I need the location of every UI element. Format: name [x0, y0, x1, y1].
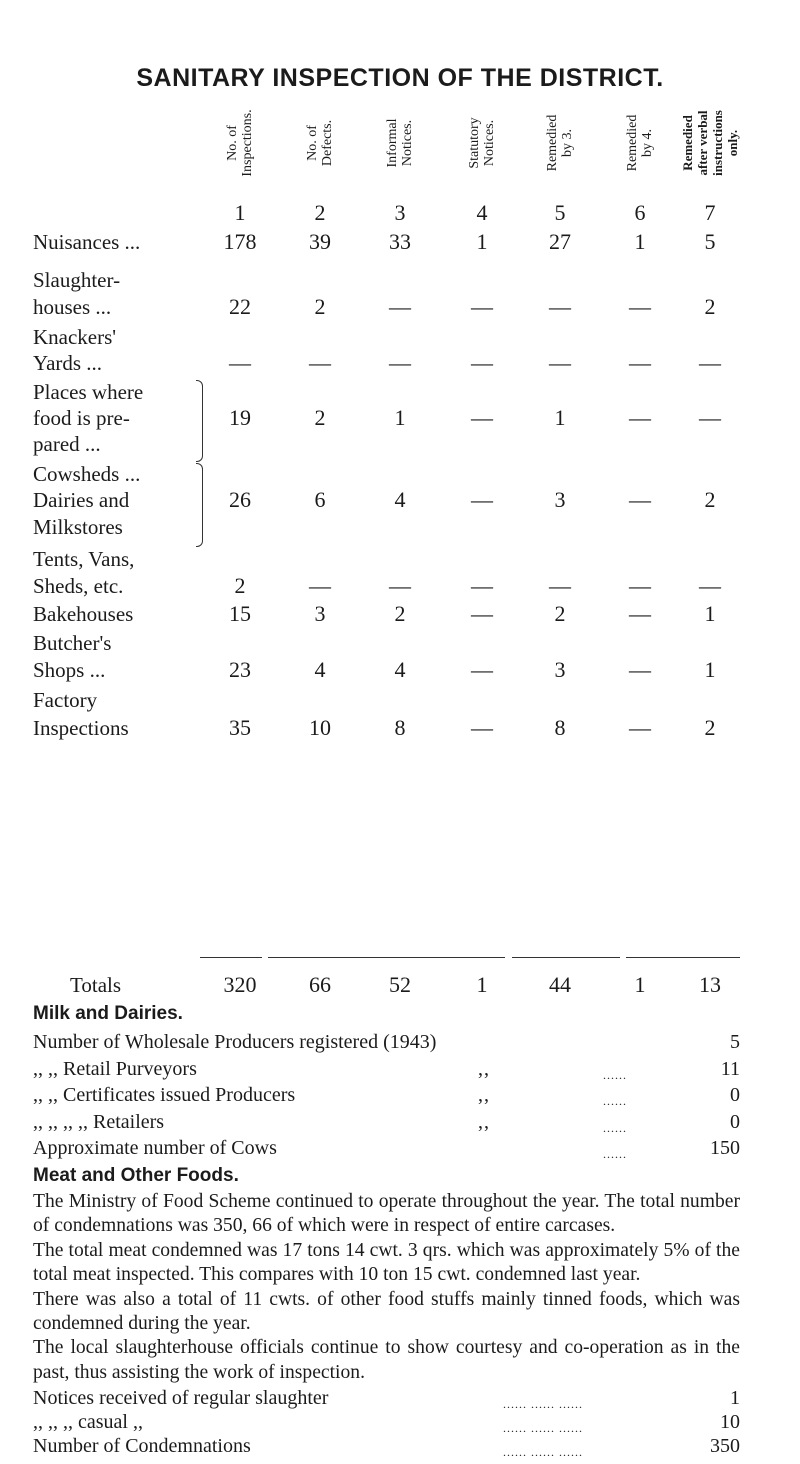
table-cell: —	[389, 294, 411, 319]
table-cell: 10	[309, 715, 331, 740]
table-cell: —	[699, 405, 721, 430]
meat-line-text: Notices received of regular slaughter	[33, 1387, 329, 1409]
row-label: Yards ...	[33, 351, 103, 375]
row-label: houses ...	[33, 295, 112, 319]
column-header-label: Statutory Notices.	[467, 117, 497, 169]
leader-dots: ...... ...... ......	[503, 1397, 583, 1411]
table-cell: 6	[314, 487, 326, 512]
section-heading: Milk and Dairies.	[33, 1003, 183, 1024]
paragraph: The Ministry of Food Scheme continued to operate throughout the year. The total number of condemnations was 350, 66 of which were in respect of entire carcases.	[33, 1191, 740, 1237]
milk-line-value: 11	[720, 1058, 740, 1080]
table-cell: 1	[476, 229, 488, 254]
table-cell: 2	[234, 573, 246, 598]
column-header-label: Remedied by 4.	[625, 114, 655, 172]
table-cell: —	[229, 350, 251, 375]
totals-cell: 52	[389, 972, 411, 997]
table-cell: —	[471, 601, 493, 626]
leader-dots: ...... ...... ......	[503, 1421, 583, 1435]
table-cell: —	[629, 487, 651, 512]
table-cell: 33	[389, 229, 411, 254]
leader-dots: ......	[603, 1094, 627, 1108]
table-cell: —	[629, 601, 651, 626]
table-cell: —	[309, 573, 331, 598]
row-label: Dairies and	[33, 488, 130, 512]
table-cell: —	[699, 350, 721, 375]
table-cell: 3	[554, 657, 566, 682]
table-cell: 2	[554, 601, 566, 626]
column-number: 6	[634, 200, 646, 225]
row-brace	[196, 463, 203, 547]
milk-line	[33, 1136, 740, 1160]
table-cell: —	[549, 294, 571, 319]
column-number: 3	[394, 200, 406, 225]
meat-line	[33, 1386, 740, 1410]
table-cell: 8	[394, 715, 406, 740]
table-cell: 2	[704, 294, 716, 319]
table-cell: 1	[394, 405, 406, 430]
table-cell: 39	[309, 229, 331, 254]
column-header	[295, 92, 345, 194]
meat-line-value: 1	[730, 1387, 740, 1409]
totals-label: Totals	[70, 973, 122, 997]
row-label: Nuisances ...	[33, 230, 141, 254]
milk-line	[33, 1030, 740, 1054]
column-number: 4	[476, 200, 488, 225]
table-cell: —	[549, 350, 571, 375]
column-header	[680, 92, 740, 194]
table-cell: 1	[554, 405, 566, 430]
table-cell: 2	[394, 601, 406, 626]
milk-line	[33, 1083, 740, 1107]
column-number: 2	[314, 200, 326, 225]
column-header-label: Informal Notices.	[385, 118, 415, 168]
table-cell: —	[471, 657, 493, 682]
leader-dots: ......	[603, 1121, 627, 1135]
table-cell: 3	[314, 601, 326, 626]
column-number: 7	[704, 200, 716, 225]
table-cell: 4	[394, 487, 406, 512]
column-header-label: Remedied by 3.	[545, 114, 575, 172]
table-cell: 27	[549, 229, 571, 254]
table-cell: 4	[394, 657, 406, 682]
page-title: SANITARY INSPECTION OF THE DISTRICT.	[136, 64, 664, 92]
totals-rule	[200, 957, 262, 958]
table-cell: —	[389, 573, 411, 598]
table-cell: 1	[634, 229, 646, 254]
table-cell: —	[471, 715, 493, 740]
table-cell: —	[629, 715, 651, 740]
row-label: Bakehouses	[33, 602, 134, 626]
leader-dots: ...... ...... ......	[503, 1445, 583, 1459]
ditto-mark: ,,	[478, 1058, 490, 1080]
row-label: Cowsheds ...	[33, 462, 141, 486]
milk-line-text: ,, ,, Retail Purveyors	[33, 1058, 197, 1080]
totals-rule	[512, 957, 620, 958]
ditto-mark: ,,	[478, 1084, 490, 1106]
column-header	[457, 92, 507, 194]
paragraph: There was also a total of 11 cwts. of other food stuffs mainly tinned foods, which was condemned during the year.	[33, 1288, 740, 1335]
milk-line-value: 0	[730, 1084, 740, 1106]
milk-line	[33, 1110, 740, 1134]
table-cell: —	[309, 350, 331, 375]
row-label: Milkstores	[33, 515, 123, 539]
table-cell: 2	[314, 405, 326, 430]
totals-rule	[268, 957, 505, 958]
table-cell: —	[629, 657, 651, 682]
table-cell: —	[389, 350, 411, 375]
meat-line-text: Number of Condemnations	[33, 1435, 251, 1457]
totals-cell: 1	[476, 972, 488, 997]
totals-cell: 66	[309, 972, 331, 997]
milk-line-value: 0	[730, 1111, 740, 1133]
totals-rule	[626, 957, 740, 958]
table-cell: —	[629, 573, 651, 598]
meat-line-value: 350	[710, 1435, 740, 1457]
table-cell: —	[471, 487, 493, 512]
table-cell: 8	[554, 715, 566, 740]
table-cell: 2	[704, 487, 716, 512]
leader-dots: ......	[603, 1068, 627, 1082]
column-header	[215, 92, 265, 194]
column-header-label: Remedied after verbal instructions only.	[680, 110, 740, 176]
column-header	[375, 92, 425, 194]
column-header-label: No. of Inspections.	[225, 109, 255, 177]
table-cell: 5	[704, 229, 716, 254]
table-cell: —	[471, 573, 493, 598]
milk-line-text: Approximate number of Cows	[33, 1137, 277, 1159]
column-header	[615, 92, 665, 194]
table-cell: —	[629, 405, 651, 430]
table-cell: —	[471, 294, 493, 319]
milk-line	[33, 1057, 740, 1081]
table-cell: 15	[229, 601, 251, 626]
row-label: pared ...	[33, 432, 101, 456]
milk-line-value: 5	[730, 1031, 740, 1053]
row-label: Knackers'	[33, 325, 117, 349]
leader-dots: ......	[603, 1147, 627, 1161]
table-cell: 22	[229, 294, 251, 319]
table-cell: —	[471, 350, 493, 375]
table-cell: 35	[229, 715, 251, 740]
meat-line-value: 10	[720, 1411, 740, 1433]
table-cell: 4	[314, 657, 326, 682]
paragraph: The total meat condemned was 17 tons 14 cwt. 3 qrs. which was approximately 5% of the total meat inspected. This compares with 10 ton 15 cwt. condemned last year.	[33, 1239, 740, 1286]
meat-line-text: ,, ,, ,, casual ,,	[33, 1411, 143, 1433]
paragraph: The local slaughterhouse officials continue to show courtesy and co-operation as in the past, thus assisting the work of inspection.	[33, 1337, 740, 1383]
totals-cell: 44	[549, 972, 571, 997]
table-cell: 3	[554, 487, 566, 512]
row-label: Shops ...	[33, 658, 106, 682]
row-brace	[196, 380, 203, 462]
table-cell: —	[699, 573, 721, 598]
column-header	[535, 92, 585, 194]
row-label: food is pre-	[33, 406, 130, 430]
meat-line	[33, 1434, 740, 1458]
row-label: Tents, Vans,	[33, 547, 135, 571]
milk-line-text: ,, ,, ,, ,, Retailers	[33, 1111, 165, 1133]
table-cell: 178	[223, 229, 257, 254]
table-cell: —	[549, 573, 571, 598]
totals-cell: 320	[223, 972, 257, 997]
row-label: Butcher's	[33, 631, 112, 655]
table-cell: —	[629, 294, 651, 319]
row-label: Places where	[33, 380, 144, 404]
section-heading: Meat and Other Foods.	[33, 1165, 239, 1186]
table-cell: 19	[229, 405, 251, 430]
table-cell: —	[629, 350, 651, 375]
column-header-label: No. of Defects.	[305, 119, 335, 167]
column-number: 1	[234, 200, 246, 225]
row-label: Factory	[33, 688, 98, 712]
row-label: Sheds, etc.	[33, 574, 124, 598]
ditto-mark: ,,	[478, 1111, 490, 1133]
row-label: Slaughter-	[33, 268, 121, 292]
table-cell: 1	[704, 601, 716, 626]
table-cell: 1	[704, 657, 716, 682]
table-cell: 23	[229, 657, 251, 682]
meat-paragraphs	[33, 1190, 740, 1385]
totals-cell: 13	[699, 972, 721, 997]
milk-line-text: Number of Wholesale Producers registered (1943)	[33, 1031, 437, 1053]
row-label: Inspections	[33, 716, 129, 740]
table-cell: —	[471, 405, 493, 430]
column-number: 5	[554, 200, 566, 225]
table-cell: 2	[314, 294, 326, 319]
table-cell: 26	[229, 487, 251, 512]
table-cell: 2	[704, 715, 716, 740]
milk-line-text: ,, ,, Certificates issued Producers	[33, 1084, 296, 1106]
meat-line	[33, 1410, 740, 1434]
totals-cell: 1	[634, 972, 646, 997]
milk-line-value: 150	[710, 1137, 740, 1159]
